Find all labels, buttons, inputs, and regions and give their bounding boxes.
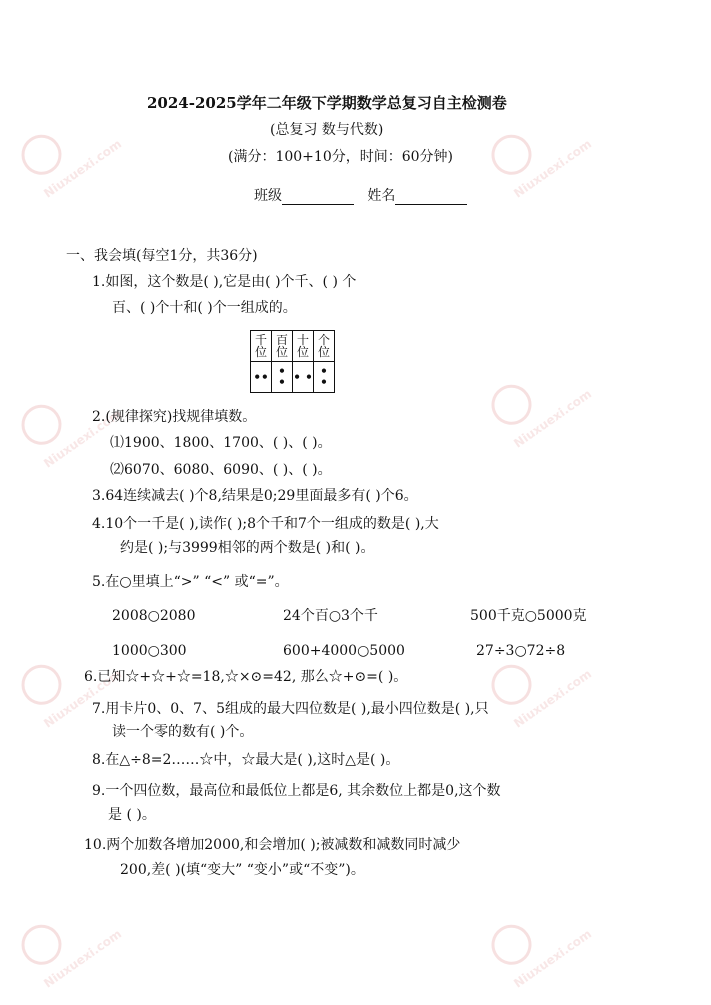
watermark-logo: Niuxuexi.com <box>484 871 617 989</box>
compare-item: 24个百○3个千 <box>283 608 378 624</box>
question-6: 6.已知☆+☆+☆=18,☆×⊙=42, 那么☆+⊙=( )。 <box>84 669 408 685</box>
section-heading: 一、我会填(每空1分，共36分) <box>66 248 258 264</box>
question-4-line-2: 约是( );与3999相邻的两个数是( )和( )。 <box>120 540 375 556</box>
dots-ones: • • <box>314 362 335 393</box>
dots-tens: • • <box>293 362 314 393</box>
compare-item: 1000○300 <box>112 643 187 659</box>
watermark-logo: Niuxuexi.com <box>484 611 617 729</box>
question-2-part-2: ⑵6070、6080、6090、( )、( )。 <box>110 462 332 478</box>
class-name-row <box>254 187 467 205</box>
header-tens: 十 位 <box>293 331 314 362</box>
question-7-line-2: 读一个零的数有( )个。 <box>112 724 254 740</box>
question-1-line-1: 1.如图，这个数是( ),它是由( )个千、( ) 个 <box>92 274 357 290</box>
compare-item: 500千克○5000克 <box>470 608 587 624</box>
question-4-line-1: 4.10个一千是( ),读作( );8个千和7个一组成的数是( ),大 <box>92 516 439 532</box>
question-9-line-1: 9.一个四位数，最高位和最低位上都是6, 其余数位上都是0,这个数 <box>92 783 501 799</box>
place-value-table <box>250 330 335 393</box>
question-9-line-2: 是 ( )。 <box>108 807 156 823</box>
question-8: 8.在△÷8=2……☆中，☆最大是( ),这时△是( )。 <box>92 752 400 768</box>
question-3: 3.64连续减去( )个8,结果是0;29里面最多有( )个6。 <box>92 488 418 504</box>
question-7-line-1: 7.用卡片0、0、7、5组成的最大四位数是( ),最小四位数是( ),只 <box>92 701 489 717</box>
page-title: 2024-2025学年二年级下学期数学总复习自主检测卷 <box>147 94 507 112</box>
header-hundreds: 百 位 <box>272 331 293 362</box>
question-1-line-2: 百、( )个十和( )个一组成的。 <box>112 300 297 316</box>
question-2: 2.(规律探究)找规律填数。 <box>92 409 257 425</box>
dots-hundreds: • • <box>272 362 293 393</box>
watermark-logo: Niuxuexi.com <box>14 871 147 989</box>
class-blank <box>282 190 354 205</box>
watermark-logo: Niuxuexi.com <box>14 611 147 729</box>
watermark-logo: Niuxuexi.com <box>14 81 147 199</box>
watermark-logo: Niuxuexi.com <box>484 331 617 449</box>
watermark-logo: Niuxuexi.com <box>484 81 617 199</box>
dots-thousands: •• <box>251 362 272 393</box>
question-10-line-1: 10.两个加数各增加2000,和会增加( );被减数和减数同时减少 <box>84 837 461 853</box>
watermark-logo: Niuxuexi.com <box>14 351 147 469</box>
name-label: 姓名 <box>367 188 396 204</box>
score-info: (满分：100+10分，时间：60分钟) <box>228 149 454 165</box>
class-label: 班级 <box>254 188 282 204</box>
question-10-line-2: 200,差( )(填“变大” “变小”或“不变”)。 <box>120 862 365 878</box>
question-2-part-1: ⑴1900、1800、1700、( )、( )。 <box>110 435 332 451</box>
page-subtitle: (总复习 数与代数) <box>270 122 384 138</box>
question-5: 5.在○里填上“>” “<” 或“=”。 <box>92 574 289 590</box>
header-ones: 个 位 <box>314 331 335 362</box>
compare-item: 600+4000○5000 <box>283 643 405 659</box>
compare-item: 27÷3○72÷8 <box>476 643 566 659</box>
compare-item: 2008○2080 <box>112 608 196 624</box>
header-thousands: 千 位 <box>251 331 272 362</box>
name-blank <box>395 190 467 205</box>
